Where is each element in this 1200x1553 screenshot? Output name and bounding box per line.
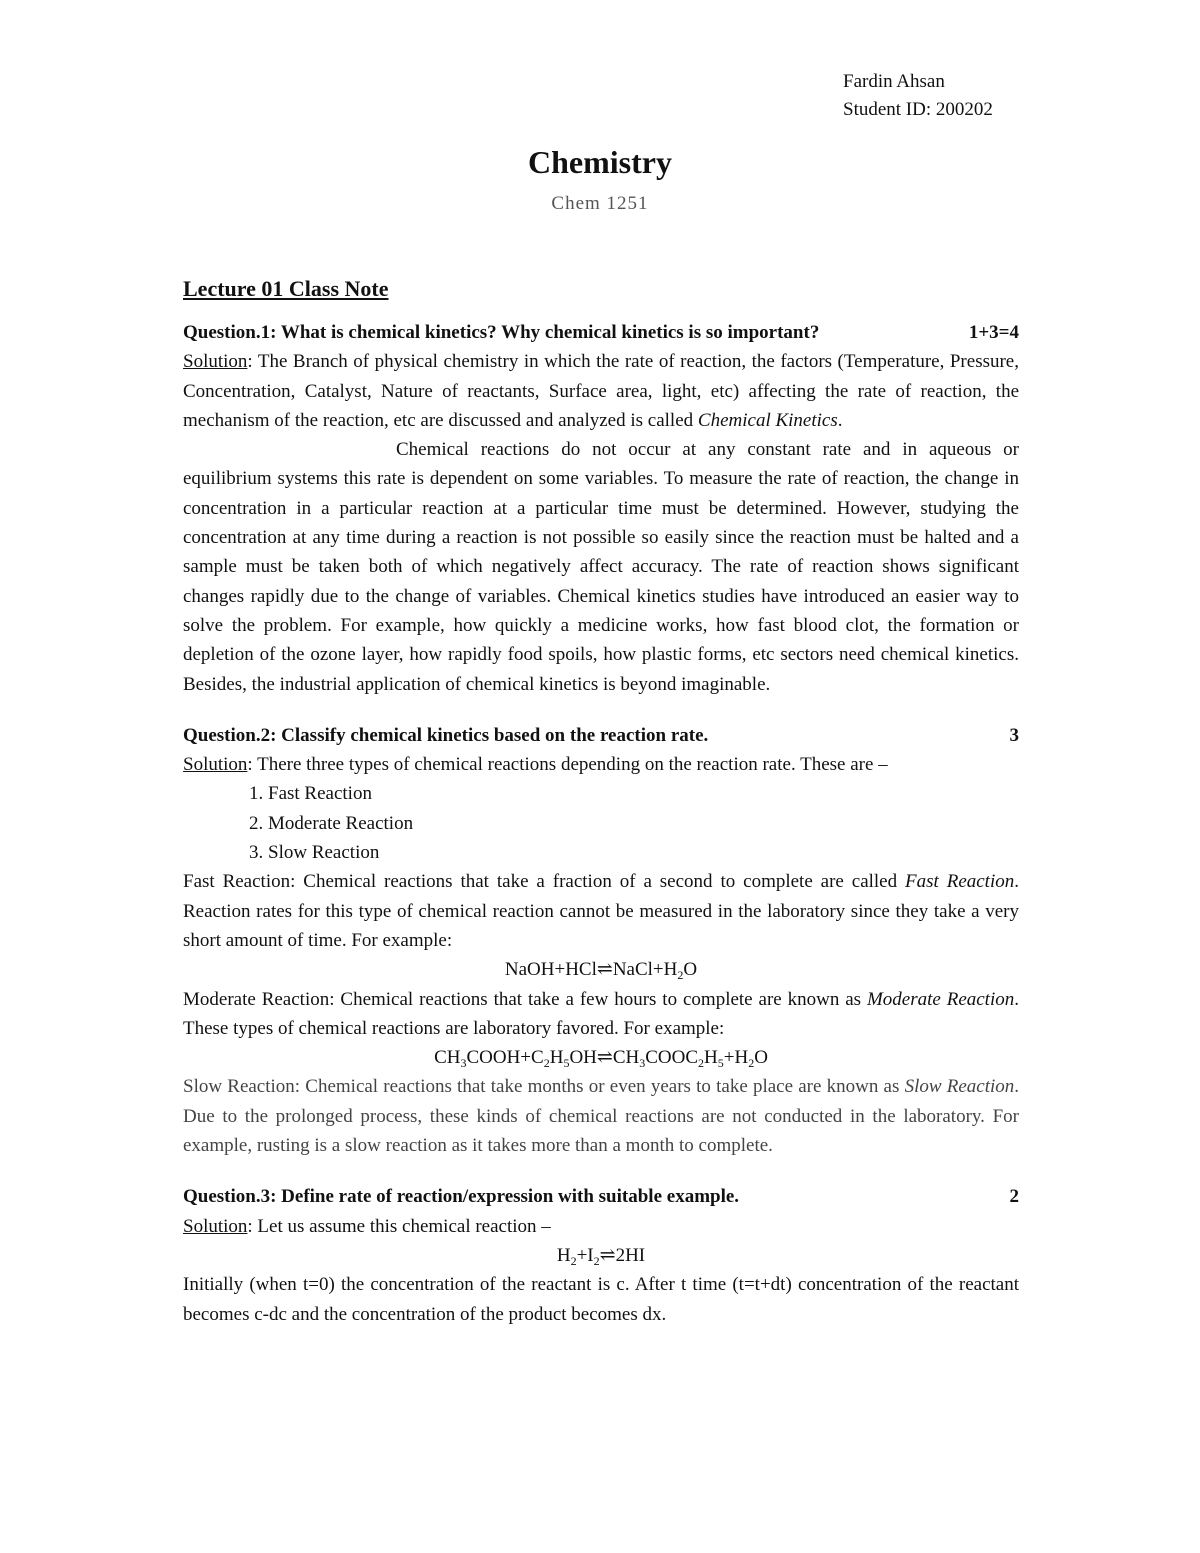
moderate-reaction-intro: Moderate Reaction: Chemical reactions that take a few hours to complete are known as [183,988,862,1010]
document-body [183,274,1019,1329]
question-2-text: Question.2: Classify chemical kinetics based on the reaction rate. [183,724,709,746]
question-3-solution [183,1212,1019,1241]
question-2-marks: 3 [1009,724,1019,746]
question-2-solution [183,750,1019,779]
slow-reaction-paragraph [183,1072,1019,1160]
question-2 [183,721,1019,750]
fast-reaction-term: Fast Reaction [905,871,1015,893]
fast-reaction-text: . Reaction rates for this type of chemical reaction cannot be measured in the laboratory since they take a very short amount of time. For example: [183,871,1019,951]
question-3-text: Question.3: Define rate of reaction/expression with suitable example. [183,1186,740,1208]
solution-label: Solution [183,754,248,776]
question-3-paragraph: Initially (when t=0) the concentration of the reactant is c. After t time (t=t+dt) concentration of the reactant becomes c-dc and the concentration of the product becomes dx. [183,1274,1019,1325]
solution-text: : Let us assume this chemical reaction – [247,1215,551,1237]
student-id: Student ID: 200202 [843,99,993,120]
fast-reaction-intro: Fast Reaction: Chemical reactions that take a fraction of a second to complete are called [183,871,898,893]
solution-text: : There three types of chemical reactions depending on the reaction rate. These are – [247,754,888,776]
slow-reaction-term: Slow Reaction [904,1076,1015,1098]
author-header [843,68,993,124]
slow-reaction-intro: Slow Reaction: Chemical reactions that take months or even years to take place are known as [183,1076,900,1098]
solution-label: Solution [183,351,248,373]
question-1-marks: 1+3=4 [968,322,1019,343]
solution-label: Solution [183,1215,248,1237]
slow-reaction-text: . Due to the prolonged process, these kinds of chemical reactions are not conducted in the laboratory. For example, rusting is a slow reaction as it takes more than a month to complete. [183,1076,1020,1157]
list-item: 3. Slow Reaction [249,842,380,864]
moderate-reaction-text: . These types of chemical reactions are laboratory favored. For example: [183,988,1019,1039]
lecture-title: Lecture 01 Class Note [183,276,389,301]
moderate-reaction-paragraph [183,985,1019,1044]
paragraph-2-text: Chemical reactions do not occur at any constant rate and in aqueous or equilibrium systems this rate is dependent on some variables. To measure the rate of reaction, the change in concentration in a particular reaction at a particular time must be determined. However, studying the concentration at any time during a reaction is not possible so easily since the reaction must be halted and a sample must be taken both of which negatively affect accuracy. The rate of reaction shows significant changes rapidly due to the change of variables. Chemical kinetics studies have introduced an easier way to solve the problem. For example, how quickly a medicine works, how fast blood clot, the formation or depletion of the ozone layer, how rapidly food spoils, how plastic forms, etc sectors need chemical kinetics. Besides, the industrial application of chemical kinetics is beyond imaginable. [183,439,1019,695]
course-code: Chem 1251 [551,193,649,214]
hydrogen-iodine-equation: $H_2+I_2\rightleftharpoons 2HI$ [556,1244,646,1268]
question-3 [183,1182,1019,1211]
chemical-kinetics-term: Chemical Kinetics [697,409,838,431]
list-item: 1. Fast Reaction [249,783,372,805]
question-3-marks: 2 [1009,1186,1019,1208]
question-1-solution [183,347,1019,435]
question-1 [183,318,1019,347]
moderate-reaction-term: Moderate Reaction [866,988,1015,1010]
document-title: Chemistry [528,144,672,180]
question-1-paragraph-2 [183,435,1019,699]
fast-reaction-paragraph [183,867,1019,955]
question-1-text: Question.1: What is chemical kinetics? Why chemical kinetics is so important? [183,322,820,343]
solution-period: . [837,409,843,431]
solution-text: : The Branch of physical chemistry in which the rate of reaction, the factors (Temperature, Pressure, Concentration, Catalyst, Nature of reactants, Surface area, light, etc) affecting the rate of reaction, the mechanism of the reaction, etc are discussed and analyzed is called [183,351,1019,431]
list-item: 2. Moderate Reaction [249,812,414,834]
moderate-reaction-equation: $CH_3COOH+C_2H_5OH\rightleftharpoons CH_3COOC_2H_5+H_2O$ [434,1047,768,1071]
reaction-types-list [183,779,1019,867]
author-name: Fardin Ahsan [843,71,945,92]
fast-reaction-equation: $NaOH+HCl\rightleftharpoons NaCl+H_2O$ [504,959,698,983]
